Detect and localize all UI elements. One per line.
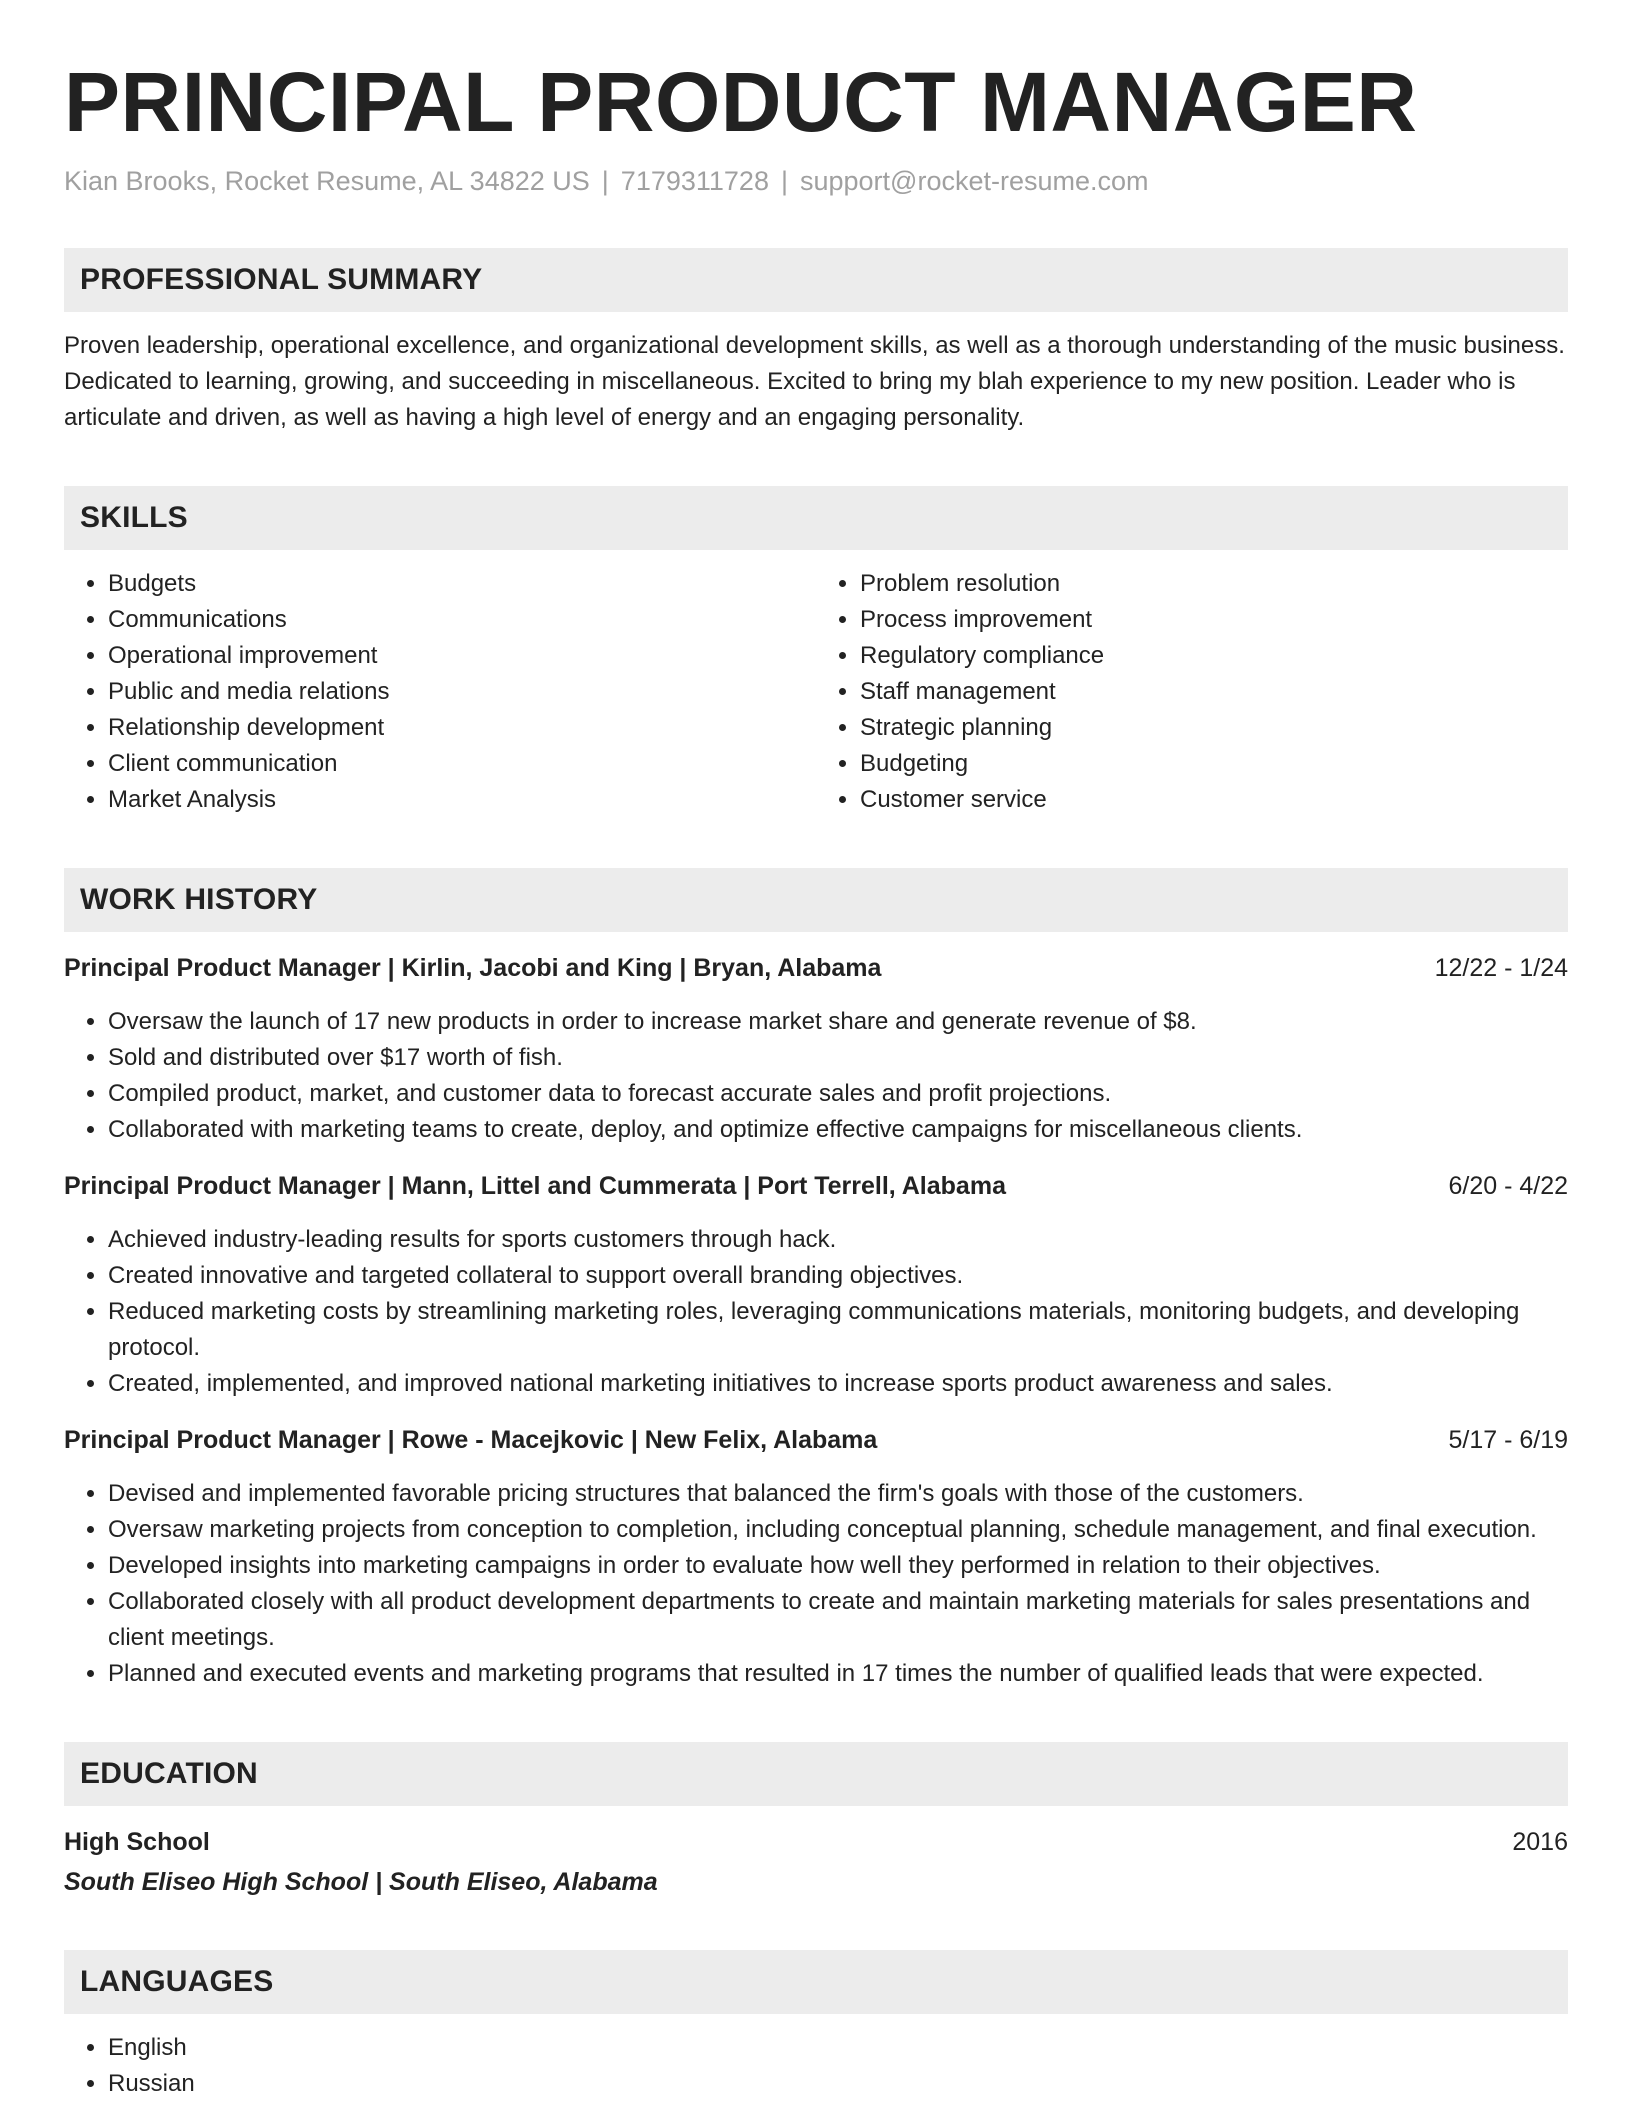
contact-phone: 7179311728 xyxy=(620,166,769,196)
skills-list xyxy=(64,566,1568,818)
work-history xyxy=(64,950,1568,1692)
job-dates: 12/22 - 1/24 xyxy=(1434,954,1568,982)
skills-right-column xyxy=(816,566,1568,818)
skill-item: • Regulatory compliance xyxy=(860,638,1568,674)
skills-heading: SKILLS xyxy=(64,486,1568,550)
skill-item: • Relationship development xyxy=(108,710,816,746)
skill-item: • Process improvement xyxy=(860,602,1568,638)
skill-item: • Customer service xyxy=(860,782,1568,818)
job-bullets xyxy=(64,1004,1568,1148)
skill-item: • Communications xyxy=(108,602,816,638)
skill-item: • Staff management xyxy=(860,674,1568,710)
work-heading: WORK HISTORY xyxy=(64,868,1568,932)
job-bullet: • Collaborated closely with all product development departments to create and maintain marketing materials for sales presentations and client meetings. xyxy=(108,1584,1568,1656)
job-header xyxy=(64,1168,1568,1204)
job-bullet: • Reduced marketing costs by streamlining marketing roles, leveraging communications materials, monitoring budgets, and developing protocol. xyxy=(108,1294,1568,1366)
skill-item: • Budgets xyxy=(108,566,816,602)
job-bullets xyxy=(64,1222,1568,1402)
job-bullet: • Planned and executed events and marketing programs that resulted in 17 times the number of qualified leads that were expected. xyxy=(108,1656,1568,1692)
job-bullet: • Compiled product, market, and customer data to forecast accurate sales and profit projections. xyxy=(108,1076,1568,1112)
education-header xyxy=(64,1824,1568,1860)
education-degree: High School xyxy=(64,1828,210,1856)
job-bullet: • Collaborated with marketing teams to create, deploy, and optimize effective campaigns for miscellaneous clients. xyxy=(108,1112,1568,1148)
languages-list xyxy=(64,2030,1568,2102)
job-entry xyxy=(64,1422,1568,1692)
contact-email: support@rocket-resume.com xyxy=(799,166,1149,196)
contact-line xyxy=(64,164,1568,198)
job-title: Principal Product Manager | Rowe - Macejkovic | New Felix, Alabama xyxy=(64,1426,878,1454)
job-bullet: • Devised and implemented favorable pricing structures that balanced the firm's goals with those of the customers. xyxy=(108,1476,1568,1512)
page-title: PRINCIPAL PRODUCT MANAGER xyxy=(64,55,1418,149)
job-dates: 6/20 - 4/22 xyxy=(1448,1172,1568,1200)
skill-item: • Strategic planning xyxy=(860,710,1568,746)
skill-item: • Operational improvement xyxy=(108,638,816,674)
skill-item: • Public and media relations xyxy=(108,674,816,710)
job-title: Principal Product Manager | Kirlin, Jacobi and King | Bryan, Alabama xyxy=(64,954,882,982)
language-item: • English xyxy=(108,2030,1568,2066)
job-bullet: • Sold and distributed over $17 worth of fish. xyxy=(108,1040,1568,1076)
job-entry xyxy=(64,950,1568,1148)
job-bullet: • Developed insights into marketing campaigns in order to evaluate how well they performed in relation to their objectives. xyxy=(108,1548,1568,1584)
languages-heading: LANGUAGES xyxy=(64,1950,1568,2014)
contact-separator: | xyxy=(780,166,788,196)
contact-address: Kian Brooks, Rocket Resume, AL 34822 US xyxy=(64,166,590,196)
education-year: 2016 xyxy=(1512,1828,1568,1856)
job-bullet: • Oversaw the launch of 17 new products in order to increase market share and generate revenue of $8. xyxy=(108,1004,1568,1040)
skills-left-column xyxy=(64,566,816,818)
language-item: • Russian xyxy=(108,2066,1568,2102)
job-entry xyxy=(64,1168,1568,1402)
job-header xyxy=(64,950,1568,986)
job-bullets xyxy=(64,1476,1568,1692)
education-heading: EDUCATION xyxy=(64,1742,1568,1806)
summary-text: Proven leadership, operational excellence, and organizational development skills, as well as a thorough understanding of the music business. Dedicated to learning, growing, and succeeding in miscellaneous. Excited to bring my blah experience to my new position. Leader who is articulate and driven, as well as having a high level of energy and an engaging personality. xyxy=(64,332,1565,431)
skill-item: • Problem resolution xyxy=(860,566,1568,602)
skill-item: • Client communication xyxy=(108,746,816,782)
job-bullet: • Achieved industry-leading results for sports customers through hack. xyxy=(108,1222,1568,1258)
skill-item: • Budgeting xyxy=(860,746,1568,782)
job-dates: 5/17 - 6/19 xyxy=(1448,1426,1568,1454)
summary-heading: PROFESSIONAL SUMMARY xyxy=(64,248,1568,312)
job-title: Principal Product Manager | Mann, Littel and Cummerata | Port Terrell, Alabama xyxy=(64,1172,1006,1200)
education-school: South Eliseo High School | South Eliseo, Alabama xyxy=(64,1868,658,1896)
job-bullet: • Created, implemented, and improved national marketing initiatives to increase sports product awareness and sales. xyxy=(108,1366,1568,1402)
contact-separator: | xyxy=(601,166,609,196)
job-bullet: • Oversaw marketing projects from conception to completion, including conceptual planning, schedule management, and final execution. xyxy=(108,1512,1568,1548)
job-bullet: • Created innovative and targeted collateral to support overall branding objectives. xyxy=(108,1258,1568,1294)
job-header xyxy=(64,1422,1568,1458)
skill-item: • Market Analysis xyxy=(108,782,816,818)
